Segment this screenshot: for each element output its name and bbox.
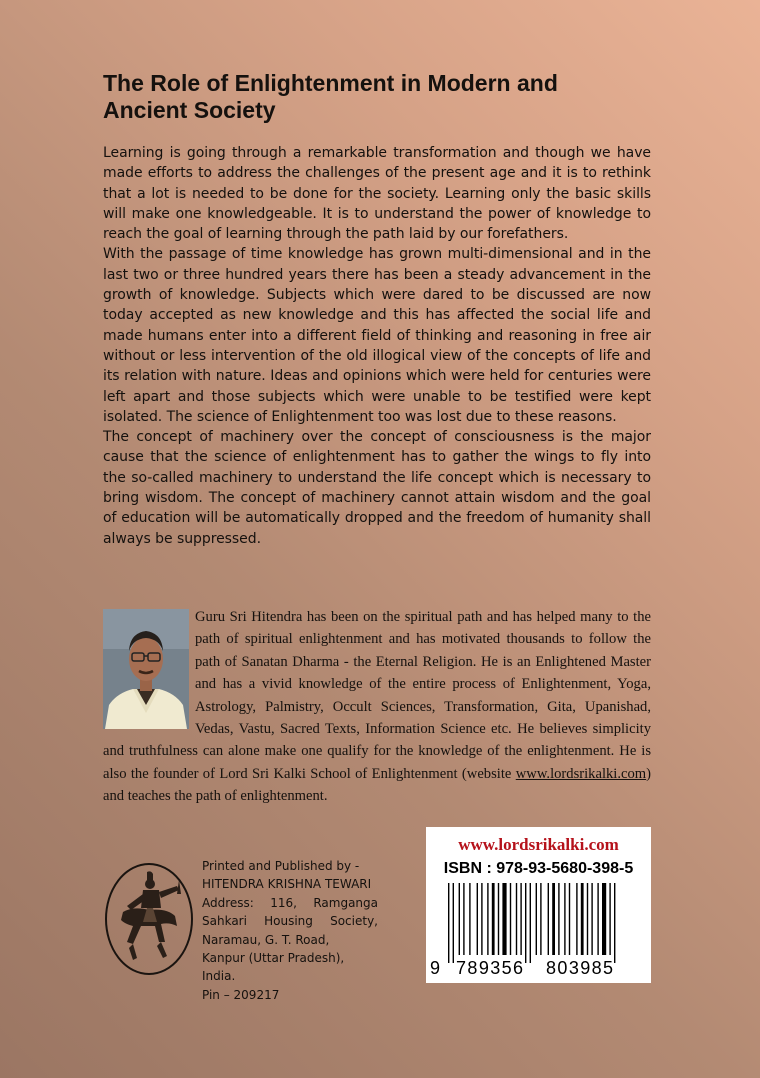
barcode-bar [487,883,488,955]
title-line-2: Ancient Society [103,97,276,123]
barcode-bar [558,883,559,955]
barcode-bar [525,883,526,963]
publisher-emblem-icon [103,860,195,978]
publisher-name: HITENDRA KRISHNA TEWARI [202,877,372,892]
blurb-paragraph-1: Learning is going through a remarkable transformation and though we have made efforts to address the challenges of the present age and it is to rethink that a lot is needed to be done for the society. Learning only the basic skills will make one knowledgeable. It is to understand the power of knowledge to reach the goal of learning through the path laid by our forefathers. [103,145,651,243]
publisher-address-line-2: Sahkari Housing Society, [202,914,378,929]
barcode-bar [564,883,565,955]
publisher-info [202,857,378,1004]
barcode-bar [492,883,495,955]
barcode-bar [459,883,460,955]
website-link[interactable]: www.lordsrikalki.com [515,765,647,782]
barcode-digits-right: 803985 [546,958,615,978]
barcode-bar [536,883,537,955]
barcode-bar [448,883,449,963]
barcode-bar [552,883,555,955]
publisher-address-line-4: Kanpur (Uttar Pradesh), India. [202,951,345,984]
barcode-bar [502,883,506,955]
bio-text-start: Guru Sri Hitendra has been on the spiritual path and has helped many to the path of spiritual enlightenment and has motivated thousands to follow the path of Sanatan Dharma - the Eternal Religion. He is an Enlightened Master and has a vivid knowledge of the entire process of Enlightenment, Yoga, Astrology, Palmistry, Occult Sciences, Transformation, Gita, Upanishad, Vedas, Vastu, Sacred Texts, Information Science etc. He believes simplicity and truthfulness can alone make one qualify for the knowledge of the enlightenment. He is also the founder of Lord Sri Kalki School of Enlightenment (website [103,609,651,782]
book-title [103,70,683,124]
title-line-1: The Role of Enlightenment in Modern and [103,70,558,96]
barcode-bar [510,883,511,955]
barcode-bar [548,883,549,955]
barcode-bar [597,883,598,955]
barcode-bar [477,883,478,955]
blurb-paragraph-3: The concept of machinery over the concept of consciousness is the major cause that the science of enlightenment has to gather the wings to fly into the so-called machinery to understand the life concept which is necessary to bring wisdom. The concept of machinery cannot attain wisdom and the goal of education will be automatically dropped and the freedom of humanity shall always be suppressed. [103,429,651,547]
barcode-bar [481,883,482,955]
barcode-bar [587,883,588,955]
barcode-website: www.lordsrikalki.com [458,835,619,854]
barcode-bar [530,883,531,963]
barcode-bar [569,883,570,955]
barcode-bar [453,883,454,963]
barcode-bar [463,883,464,955]
isbn-barcode-box [426,827,651,983]
publisher-address-line-3: Naramau, G. T. Road, [202,932,330,947]
barcode-bar [576,883,577,955]
barcode-bar [520,883,521,955]
publisher-printed-by: Printed and Published by - [202,859,360,873]
barcode-bar [469,883,470,955]
author-bio [103,606,651,808]
barcode-bar [516,883,517,955]
barcode-bar [614,883,615,963]
barcode-bars-icon [444,883,634,963]
barcode-bar [581,883,584,955]
blurb [103,143,651,549]
blurb-paragraph-2: With the passage of time knowledge has grown multi-dimensional and in the last two or three hundred years there has been a steady advancement in the growth of knowledge. Subjects which were dared to be discussed are now today accepted as new knowledge and this has affected the social life and made humans enter into a different field of thinking and reasoning in free air without or less intervention of the old illogical view of the concepts of life and its relation with nature. Ideas and opinions which were held for centuries were left apart and those subjects which were unable to be testified were kept isolated. The science of Enlightenment too was lost due to these reasons. [103,246,651,425]
bio-text-end: ) and teaches the path of enlightenment. [103,765,651,805]
isbn-number: ISBN : 978-93-5680-398-5 [443,860,634,877]
publisher-address-line-1: Address: 116, Ramganga [202,895,378,910]
barcode-digits-left: 789356 [456,958,525,978]
barcode-bar [591,883,592,955]
barcode-bar [540,883,541,955]
barcode-bar [602,883,606,955]
barcode-bar [498,883,499,955]
barcode-lead-digit: 9 [430,958,442,978]
publisher-pin: Pin – 209217 [202,987,280,1002]
barcode-bar [609,883,610,955]
